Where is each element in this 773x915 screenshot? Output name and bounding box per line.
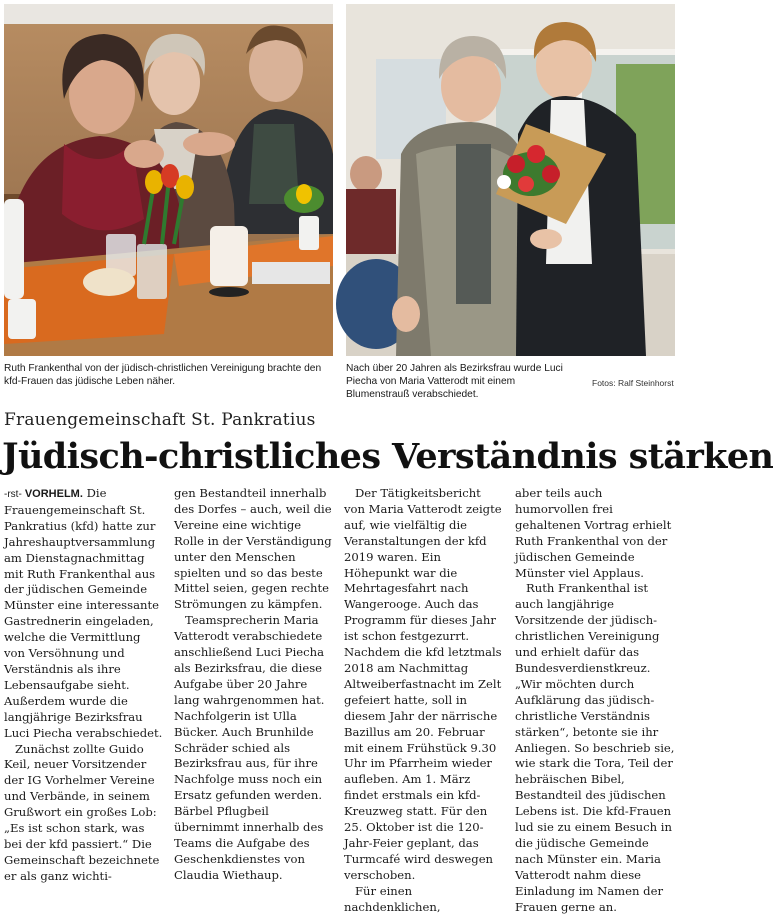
paragraph: Zunächst zollte Guido Keil, neuer Vorsitzender der IG Vorhelmer Vereine und Verbände, in seinem Grußwort ein großes Lob: „Es ist schon stark, was bei der kfd passiert.“ Die Gemeinschaft bezeichnete er als ganz wichti- xyxy=(4,741,160,883)
article-column-2 xyxy=(174,486,334,884)
paragraph: Der Tätigkeitsbericht von Maria Vatterodt zeigte auf, wie vielfältig die Veranstaltungen der kfd 2019 waren. Ein Höhepunkt war die Mehrtagesfahrt nach Wangerooge. Auch das Programm für dieses Jahr ist schon festgezurrt. Nachdem die kfd letztmals 2018 am Nachmittag Altweiberfastnacht im Zelt gefeiert hatte, soll in diesem Jahr der närrische Bazillus am 20. Februar mit einem Frühstück 9.30 Uhr im Pfarrheim wieder aufleben. Am 1. März findet erstmals ein kfd-Kreuzweg statt. Für den 25. Oktober ist die 120-Jahr-Feier geplant, das Turmcafé wird deswegen verschoben. xyxy=(344,486,502,882)
farewell-photo-image xyxy=(346,4,675,356)
paragraph-text: Die Frauengemeinschaft St. Pankratius (kfd) hatte zur Jahreshauptversammlung am Dienstagnachmittag mit Ruth Frankenthal aus der jüdischen Gemeinde Münster eine interessante Gastrednerin eingeladen, welche die Vermittlung von Versöhnung und Verständnis als ihre Lebensaufgabe sieht. Außerdem wurde die langjährige Bezirksfrau Luci Piecha verabschiedet. xyxy=(4,486,163,740)
article-column-4 xyxy=(515,486,676,915)
paragraph: Teamsprecherin Maria Vatterodt verabschiedete anschließend Luci Piecha als Bezirksfrau, die diese Aufgabe über 20 Jahre lang wahrgenommen hat. Nachfolgerin ist Ulla Bücker. Auch Brunhilde Schräder schied als Bezirksfrau aus, für ihre Nachfolge muss noch ein Ersatz gefunden werden. Bärbel Pflugbeil übernimmt innerhalb des Teams die Aufgabe des Geschenkdienstes von Claudia Wiethaup. xyxy=(174,613,325,882)
paragraph: Ruth Frankenthal ist auch langjährige Vorsitzende der jüdisch-christlichen Vereinigung und erhielt dafür das Bundesverdienstkreuz. „Wir möchten durch Aufklärung das jüdisch-christliche Verständnis stärken“, betonte sie ihr Anliegen. So beschrieb sie, wie stark die Tora, Teil der hebräischen Bibel, Bestandteil des jüdischen Lebens ist. Die kfd-Frauen lud sie zu einem Besuch in die jüdische Gemeinde nach Münster ein. Maria Vatterodt nahm diese Einladung im Namen der Frauen gerne an. xyxy=(515,581,675,914)
paragraph: gen Bestandteil innerhalb des Dorfes – auch, weil die Vereine eine wichtige Rolle in der Verständigung unter den Menschen spielten und so das beste Mittel seien, gegen rechte Strömungen zu kämpfen. xyxy=(174,486,332,612)
article-kicker: Frauengemeinschaft St. Pankratius xyxy=(4,410,316,430)
article-place: VORHELM. xyxy=(24,488,83,500)
lecture-photo-image xyxy=(4,4,333,356)
photo-lecture xyxy=(4,4,333,356)
paragraph: Für einen nachdenklichen, xyxy=(344,883,441,914)
article-column-3 xyxy=(344,486,504,915)
right-photo-caption: Nach über 20 Jahren als Bezirksfrau wurde Luci Piecha von Maria Vatterodt mit einem Blumenstrauß verabschiedet. xyxy=(346,363,563,400)
paragraph xyxy=(4,486,163,742)
photo-farewell xyxy=(346,4,675,356)
article-source: -rst- xyxy=(4,489,22,500)
dateline xyxy=(4,488,83,500)
article-headline: Jüdisch-christliches Verständnis stärken xyxy=(2,436,773,477)
photo-credit: Fotos: Ralf Steinhorst xyxy=(592,378,674,388)
paragraph: aber teils auch humorvollen frei gehaltenen Vortrag erhielt Ruth Frankenthal von der jüdischen Gemeinde Münster viel Applaus. xyxy=(515,486,672,580)
left-photo-caption: Ruth Frankenthal von der jüdisch-christlichen Vereinigung brachte den kfd-Frauen das jüdische Leben näher. xyxy=(4,363,322,387)
article-column-1 xyxy=(4,486,163,885)
